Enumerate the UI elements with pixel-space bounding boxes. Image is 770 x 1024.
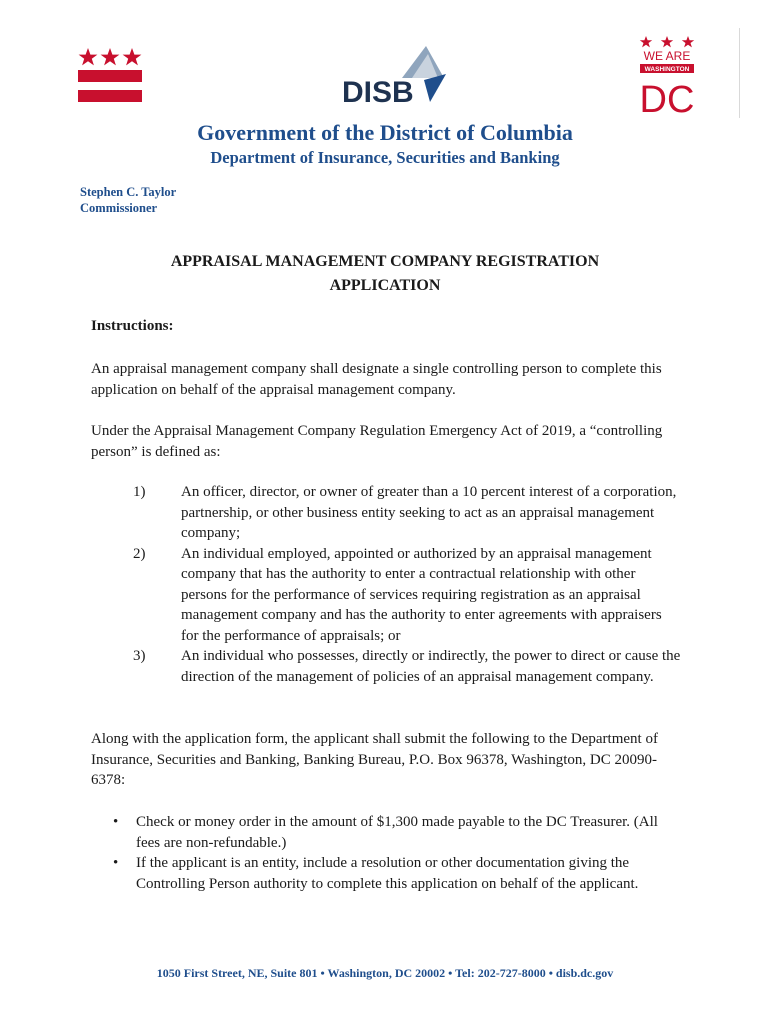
government-title: Government of the District of Columbia [197, 120, 573, 145]
definition-item [91, 544, 681, 647]
definition-text: An individual employed, appointed or authorized by an appraisal management company that has the authority to enter a contractual relationship with other persons for the performance of services requiring registration as an appraisal management company and has the authority to enter agreements with appraisers for the performance of appraisals; or [181, 545, 662, 644]
document-title-line2: APPLICATION [329, 277, 441, 294]
dc-flag-icon [78, 46, 142, 104]
document-title-line1: APPRAISAL MANAGEMENT COMPANY REGISTRATION [170, 253, 600, 270]
definition-text: An individual who possesses, directly or indirectly, the power to direct or cause the direction of the management of policies of an appraisal management company. [181, 648, 681, 685]
bullet-icon: • [113, 855, 119, 871]
disb-logo-text: DISB [342, 76, 414, 106]
bullet-text: If the applicant is an entity, include a resolution or other documentation giving the Controlling Person authority to complete this application on behalf of the applicant. [136, 855, 639, 892]
definition-text: An officer, director, or owner of greater than a 10 percent interest of a corporation, partnership, or other business entity seeking to act as an appraisal management company; [181, 484, 677, 541]
submission-paragraph: Along with the application form, the applicant shall submit the following to the Department of Insurance, Securities and Banking, Banking Bureau, P.O. Box 96378, Washington, DC 20090-6378: [91, 731, 658, 788]
definition-list [91, 482, 681, 687]
commissioner-name: Stephen C. Taylor [80, 185, 177, 199]
footer-contact: 1050 First Street, NE, Suite 801 • Washington, DC 20002 • Tel: 202-727-8000 • disb.dc.gov [156, 966, 614, 980]
document-title [100, 250, 670, 298]
commissioner-title: Commissioner [80, 201, 158, 215]
definition-number: 3) [133, 648, 146, 664]
bullet-item [91, 853, 681, 894]
page-edge-rule [739, 28, 740, 118]
bullet-text: Check or money order in the amount of $1,300 made payable to the DC Treasurer. (All fees are non-refundable.) [136, 814, 658, 851]
instruction-paragraph-2: Under the Appraisal Management Company Regulation Emergency Act of 2019, a “controlling person” is defined as: [91, 423, 663, 460]
dc-text: DC [639, 79, 695, 116]
washington-text: WASHINGTON [644, 66, 690, 73]
instructions-heading: Instructions: [91, 318, 174, 334]
department-title: Department of Insurance, Securities and Banking [210, 148, 560, 167]
disb-logo [340, 44, 450, 106]
we-are-text: WE ARE [643, 49, 691, 63]
submission-bullet-list [91, 812, 681, 894]
commissioner-block [80, 184, 176, 216]
instruction-paragraph-1: An appraisal management company shall designate a single controlling person to complete this application on behalf of the appraisal management company. [91, 361, 662, 398]
we-are-washington-dc-logo [638, 36, 696, 116]
bullet-icon: • [113, 814, 119, 830]
definition-number: 1) [133, 484, 146, 500]
definition-item [91, 482, 681, 544]
definition-item [91, 646, 681, 687]
definition-number: 2) [133, 545, 146, 562]
bullet-item [91, 812, 681, 853]
